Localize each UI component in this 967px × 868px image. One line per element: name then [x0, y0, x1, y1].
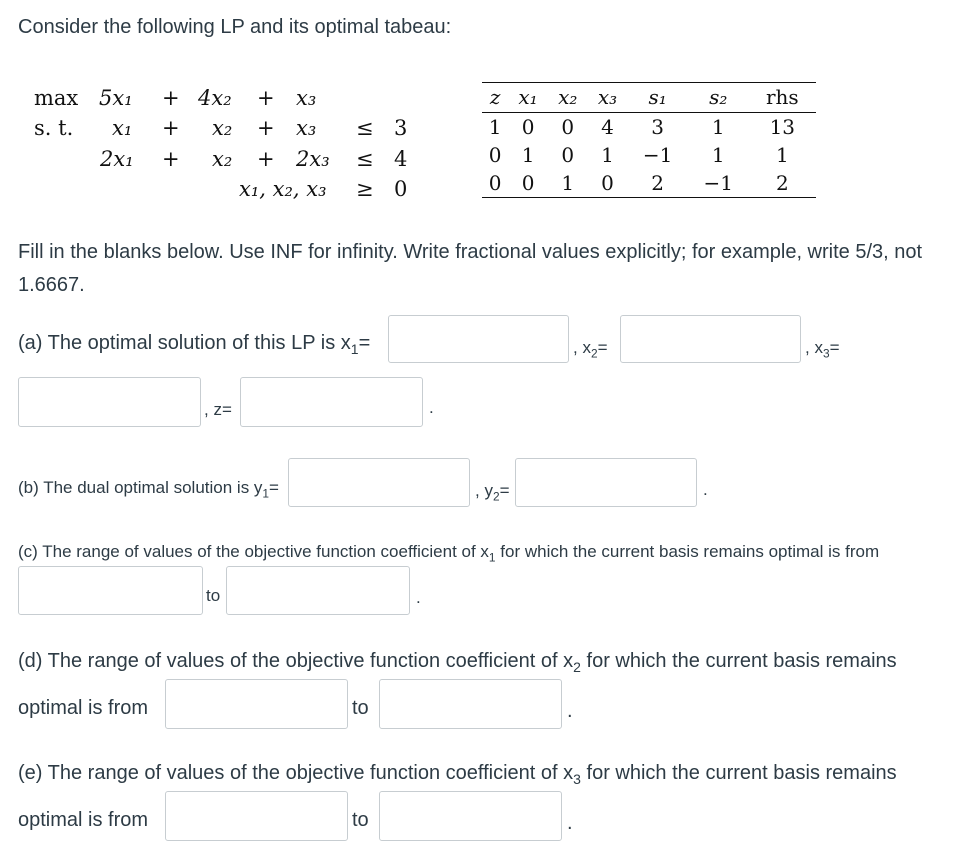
lp-st-label: s. t.: [34, 116, 74, 140]
e-upper-input[interactable]: [379, 791, 562, 841]
tableau-header-cell: s₂: [688, 82, 749, 113]
tableau-cell: 3: [651, 115, 664, 139]
part-c-end: .: [416, 588, 421, 607]
part-d-text-after: for which the current basis remains: [580, 650, 897, 672]
tableau-header-cell: rhs: [749, 82, 816, 113]
part-a-prompt: [18, 332, 370, 357]
part-a-z-label: , z=: [204, 400, 232, 419]
lp-obj-op1: +: [162, 86, 180, 110]
lp-c2-term2: x₂: [212, 147, 233, 171]
part-d-line2: optimal is from: [18, 697, 149, 719]
lp-c2-rhs: 4: [394, 147, 408, 171]
tableau-cell: 2: [627, 169, 688, 198]
lp-obj-term2: 4x₂: [198, 86, 232, 110]
x2-label-text: , x: [573, 338, 591, 357]
part-a-x3-label: [805, 338, 840, 360]
lp-obj-term1: 5x₁: [99, 86, 133, 110]
part-b-y1-sub: 1: [262, 486, 270, 501]
tableau-cell: 0: [521, 115, 535, 139]
e-lower-input[interactable]: [165, 791, 348, 841]
lp-c2-term3: 2x₃: [296, 147, 330, 171]
tableau-cell: 4: [601, 115, 614, 139]
tableau-header-cell: z: [482, 82, 508, 113]
part-b-prefix: (b) The dual optimal solution is y: [18, 478, 263, 497]
instructions-text: Fill in the blanks below. Use INF for infinity. Write fractional values explicitly; for example, write 5/3, not 1.6667.: [18, 241, 923, 296]
part-e-text-after: for which the current basis remains: [580, 762, 897, 784]
tableau-row: [482, 113, 816, 142]
tableau-cell: 0: [488, 143, 502, 167]
y2-label-eq: =: [499, 481, 510, 500]
y1-input[interactable]: [288, 458, 470, 507]
lp-nonneg-rhs: 0: [394, 177, 408, 201]
tableau-cell: 0: [588, 169, 628, 198]
part-c-prompt: [18, 542, 879, 564]
tableau-cell: 1: [601, 143, 614, 167]
lp-obj-term3: x₃: [296, 86, 317, 110]
c-lower-input[interactable]: [18, 566, 203, 615]
intro-text: Consider the following LP and its optimal tabeau:: [18, 16, 452, 38]
part-d-text-before: (d) The range of values of the objective function coefficient of x: [18, 650, 574, 672]
lp-c1-rhs: 3: [394, 116, 408, 140]
part-d-to: to: [352, 697, 369, 719]
tableau-cell: 2: [749, 169, 816, 198]
tableau-header-cell: x₁: [508, 82, 548, 113]
tableau-cell: 1: [711, 143, 725, 167]
lp-c2-term1: 2x₁: [100, 147, 134, 171]
lp-c2-op1: +: [162, 147, 180, 171]
part-a-eq: =: [358, 332, 371, 354]
tableau-cell: 0: [508, 169, 548, 198]
part-d-var-sub: 2: [573, 659, 581, 675]
part-a-x1-sub: 1: [350, 341, 359, 357]
lp-max-label: max: [34, 86, 79, 110]
x3-label-text: , x: [805, 338, 823, 357]
part-d-end: .: [567, 700, 573, 722]
tableau-cell: 1: [488, 115, 502, 139]
tableau-header-cell: x₃: [588, 82, 628, 113]
tableau-cell: 0: [482, 169, 508, 198]
tableau-header-row: [482, 82, 816, 113]
d-upper-input[interactable]: [379, 679, 562, 729]
part-e-var-sub: 3: [573, 771, 581, 787]
tableau-row: [482, 169, 816, 198]
x1-input[interactable]: [388, 315, 569, 363]
part-b-end: .: [703, 480, 708, 499]
x3-label-sub: 3: [822, 346, 830, 361]
tableau-row: [482, 141, 816, 169]
part-e-text-before: (e) The range of values of the objective function coefficient of x: [18, 762, 574, 784]
tableau-cell: −1: [642, 143, 673, 167]
tableau-header-cell: x₂: [548, 82, 588, 113]
tableau-cell: 0: [561, 143, 575, 167]
lp-c1-sign: ≤: [356, 116, 374, 140]
tableau-cell: 0: [561, 115, 575, 139]
x3-input[interactable]: [18, 377, 201, 427]
tableau-header-cell: s₁: [627, 82, 688, 113]
y2-input[interactable]: [515, 458, 697, 507]
tableau-cell: 1: [775, 143, 789, 167]
tableau-cell: 1: [521, 143, 535, 167]
x2-label-eq: =: [597, 338, 608, 357]
y2-label-text: , y: [475, 481, 493, 500]
part-c-to: to: [206, 586, 221, 605]
part-a-end: .: [429, 398, 434, 417]
lp-c2-sign: ≤: [356, 147, 374, 171]
part-e-line2: optimal is from: [18, 809, 149, 831]
x3-label-eq: =: [829, 338, 840, 357]
part-e-prompt: [18, 762, 897, 787]
lp-c1-op2: +: [257, 116, 275, 140]
z-input[interactable]: [240, 377, 423, 427]
x2-input[interactable]: [620, 315, 801, 363]
lp-c1-term1: x₁: [112, 116, 133, 140]
d-lower-input[interactable]: [165, 679, 348, 729]
lp-c1-term2: x₂: [212, 116, 233, 140]
part-c-var-sub: 1: [488, 550, 496, 565]
part-d-prompt: [18, 650, 897, 675]
optimal-tableau: [482, 82, 816, 198]
lp-nonneg-sign: ≥: [356, 177, 374, 201]
tableau-cell: −1: [688, 169, 749, 198]
part-a-x2-label: [573, 338, 608, 360]
c-upper-input[interactable]: [226, 566, 410, 615]
part-a-prefix: (a) The optimal solution of this LP is x: [18, 332, 351, 354]
part-c-text-after: for which the current basis remains optimal is from: [495, 542, 880, 561]
lp-c2-op2: +: [257, 147, 275, 171]
lp-c1-term3: x₃: [296, 116, 317, 140]
part-e-to: to: [352, 809, 369, 831]
y2-label-sub: 2: [492, 489, 500, 504]
x2-label-sub: 2: [590, 346, 598, 361]
lp-nonneg-vars: x₁, x₂, x₃: [239, 177, 327, 201]
part-b-y2-label: [475, 481, 510, 503]
tableau-cell: 1: [548, 169, 588, 198]
tableau-cell: 13: [769, 115, 796, 139]
tableau-cell: 1: [711, 115, 725, 139]
lp-obj-op2: +: [257, 86, 275, 110]
part-b-eq: =: [269, 478, 279, 497]
lp-c1-op1: +: [162, 116, 180, 140]
part-c-text-before: (c) The range of values of the objective function coefficient of x: [18, 542, 489, 561]
part-e-end: .: [567, 812, 573, 834]
part-b-prompt: [18, 478, 279, 500]
